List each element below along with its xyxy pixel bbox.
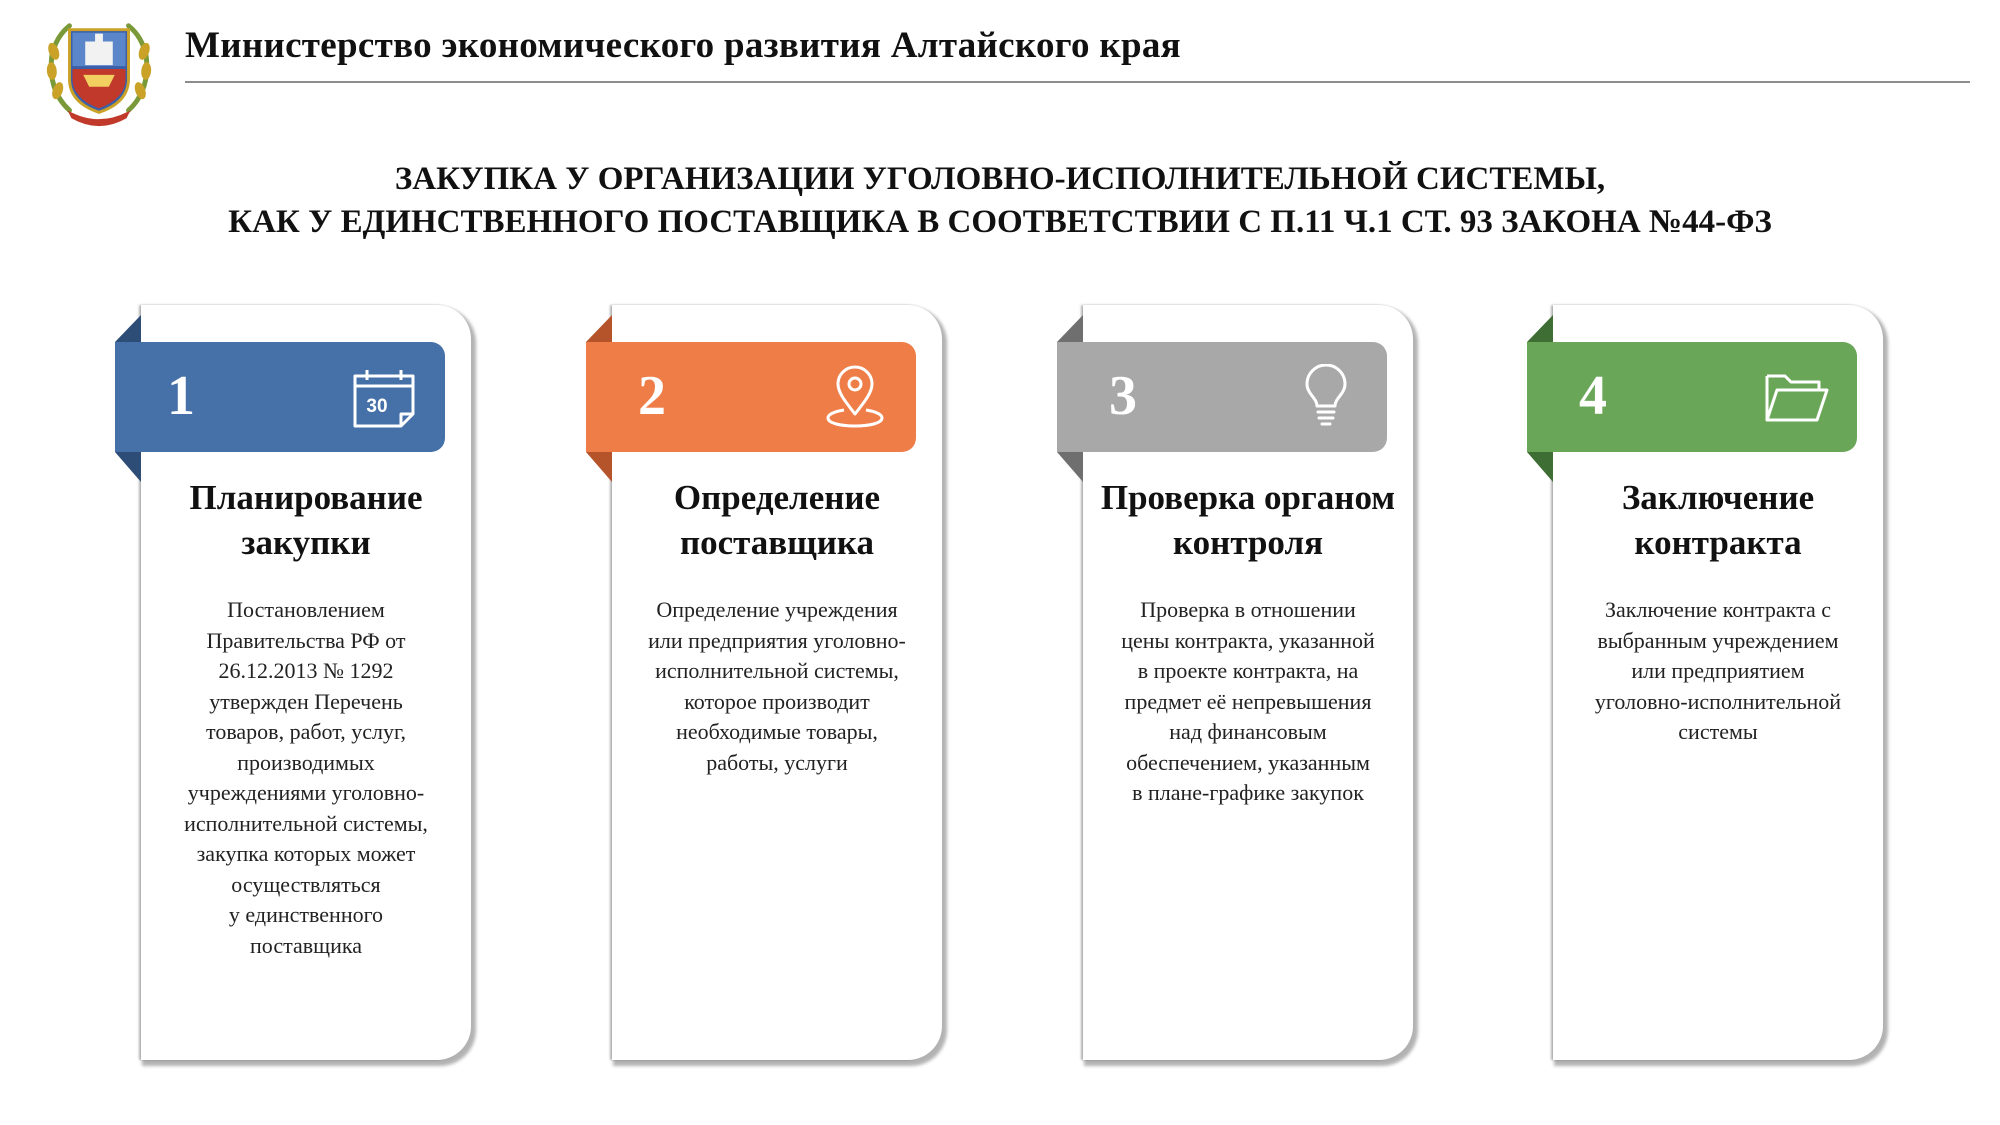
- map-pin-icon: [822, 364, 888, 430]
- step-card-1: [141, 305, 491, 1070]
- step-title-line: контроля: [1172, 523, 1324, 562]
- description-line: исполнительной системы,: [655, 658, 899, 683]
- step-title-line: поставщика: [679, 523, 875, 562]
- step-card-3: [1083, 305, 1433, 1070]
- description-line: утвержден Перечень: [209, 688, 403, 714]
- description-line: в плане-графике закупок: [1132, 780, 1364, 805]
- step-title-line: Заключение: [1621, 478, 1815, 517]
- step-description: [163, 595, 449, 961]
- description-line: у единственного: [228, 902, 384, 927]
- description-line: поставщика: [250, 932, 362, 958]
- page-title-line-2: КАК У ЕДИНСТВЕННОГО ПОСТАВЩИКА В СООТВЕТСТВИИ С П.11 Ч.1 СТ. 93 ЗАКОНА №44-ФЗ: [228, 204, 1772, 240]
- step-description: [634, 595, 920, 778]
- description-line: Определение учреждения: [656, 597, 898, 622]
- step-title-line: закупки: [241, 523, 371, 562]
- description-line: Постановлением: [227, 597, 385, 622]
- step-description: [1575, 595, 1861, 748]
- description-line: цены контракта, указанной: [1121, 627, 1375, 653]
- folder-icon: [1763, 364, 1829, 430]
- description-line: или предприятием: [1631, 658, 1805, 683]
- banner-fold: [586, 452, 612, 482]
- banner-fold: [115, 315, 141, 342]
- calendar-day: 30: [366, 396, 388, 417]
- step-title: [612, 475, 942, 565]
- step-description: [1105, 595, 1391, 809]
- description-line: обеспечением, указанным: [1126, 749, 1370, 775]
- description-line: предмет её непревышения: [1124, 688, 1372, 714]
- description-line: исполнительной системы,: [184, 810, 428, 836]
- description-line: 26.12.2013 № 1292: [218, 658, 394, 683]
- step-title-line: Проверка органом: [1100, 478, 1396, 517]
- banner-fold: [586, 315, 612, 342]
- description-line: производимых: [237, 749, 375, 775]
- step-title: [141, 475, 471, 565]
- step-number: 3: [1109, 365, 1137, 427]
- description-line: над финансовым: [1169, 719, 1327, 744]
- description-line: Заключение контракта с: [1605, 597, 1831, 622]
- coat-of-arms-logo: [40, 12, 158, 130]
- description-line: уголовно-исполнительной: [1594, 688, 1842, 714]
- banner-fold: [1527, 452, 1553, 482]
- header-title: Министерство экономического развития Алтайского края: [185, 25, 1181, 66]
- step-banner: [115, 342, 445, 452]
- step-card-4: [1553, 305, 1903, 1070]
- step-banner: [1057, 342, 1387, 452]
- description-line: или предприятия уголовно-: [648, 627, 906, 653]
- banner-fold: [115, 452, 141, 482]
- banner-fold: [1527, 315, 1553, 342]
- step-number: 1: [167, 365, 195, 427]
- description-line: необходимые товары,: [676, 719, 878, 744]
- step-title-line: Определение: [673, 478, 881, 517]
- description-line: Правительства РФ от: [206, 627, 406, 653]
- step-title-line: Планирование: [189, 478, 423, 517]
- step-card-2: [612, 305, 962, 1070]
- step-title: [1073, 475, 1423, 565]
- lightbulb-icon: [1293, 364, 1359, 430]
- banner-fold: [1057, 315, 1083, 342]
- page-title: [0, 158, 2000, 244]
- description-line: работы, услуги: [706, 749, 848, 775]
- description-line: выбранным учреждением: [1597, 627, 1839, 653]
- step-title-line: контракта: [1634, 523, 1802, 562]
- description-line: закупка которых может: [196, 841, 416, 866]
- description-line: системы: [1678, 719, 1758, 744]
- page-title-line-1: ЗАКУПКА У ОРГАНИЗАЦИИ УГОЛОВНО-ИСПОЛНИТЕЛЬНОЙ СИСТЕМЫ,: [394, 161, 1606, 197]
- description-line: учреждениями уголовно-: [187, 780, 425, 805]
- description-line: которое производит: [684, 688, 870, 714]
- step-banner: [1527, 342, 1857, 452]
- step-banner: [586, 342, 916, 452]
- step-title: [1553, 475, 1883, 565]
- description-line: Проверка в отношении: [1140, 597, 1356, 622]
- header-divider: [185, 81, 1970, 83]
- step-number: 2: [638, 365, 666, 427]
- calendar-icon: [351, 364, 417, 430]
- description-line: в проекте контракта, на: [1137, 658, 1359, 683]
- step-number: 4: [1579, 365, 1607, 427]
- description-line: осуществляться: [231, 871, 381, 897]
- description-line: товаров, работ, услуг,: [206, 719, 406, 744]
